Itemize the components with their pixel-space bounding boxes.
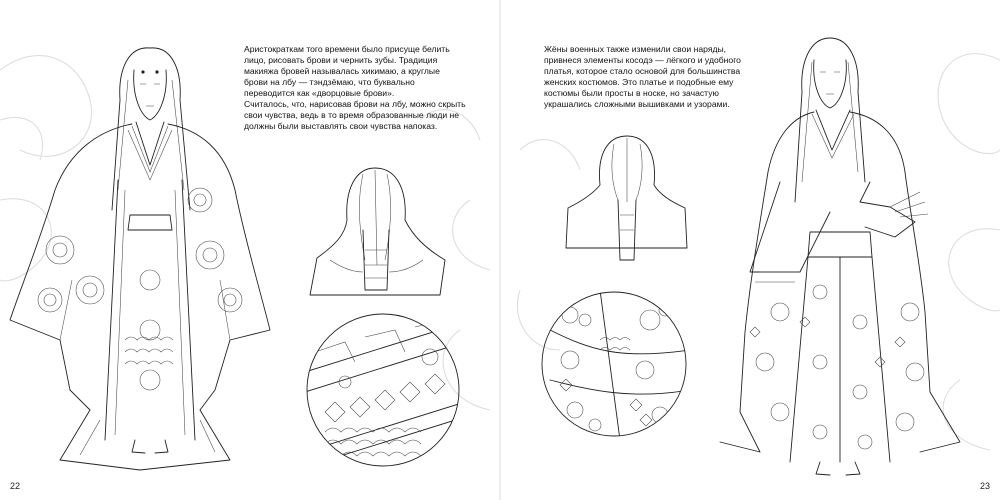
book-gutter [499,0,501,500]
right-page [500,0,1000,500]
fabric-pattern-medallion-right [540,290,690,440]
fabric-pattern-medallion-left [305,312,465,472]
hair-back-view-detail [305,160,455,310]
right-page-number: 23 [979,481,990,491]
right-page-text: Жёны военных также изменили свои наряды, привнеся элементы косодэ — лёгкого и удобного платья, которое стало основой для большинства женских костюмов. Это платье и подобные ему костюмы были просты в носке, но зачастую украшались сложными вышивками и узорами. [544,44,741,109]
eyebrow-mark-left [141,70,144,73]
left-page-number: 22 [10,481,21,491]
eyebrow-mark-right [155,70,158,73]
left-page-text: Аристократкам того времени было присуще белить лицо, рисовать брови и чернить зубы. Традиция макияжа бровей называлась хикимаю, а круглые брови на лбу — тэндзёмаю, что буквально переводится как «дворцовые брови». Считалось, что, нарисовав брови на лбу, можно скрыть свои чувства, ведь в то время образованные люди не должны были выставлять свои чувства напоказ. [244,44,466,131]
military-wife-illustration [720,32,980,492]
hair-tied-back-detail [562,130,692,270]
